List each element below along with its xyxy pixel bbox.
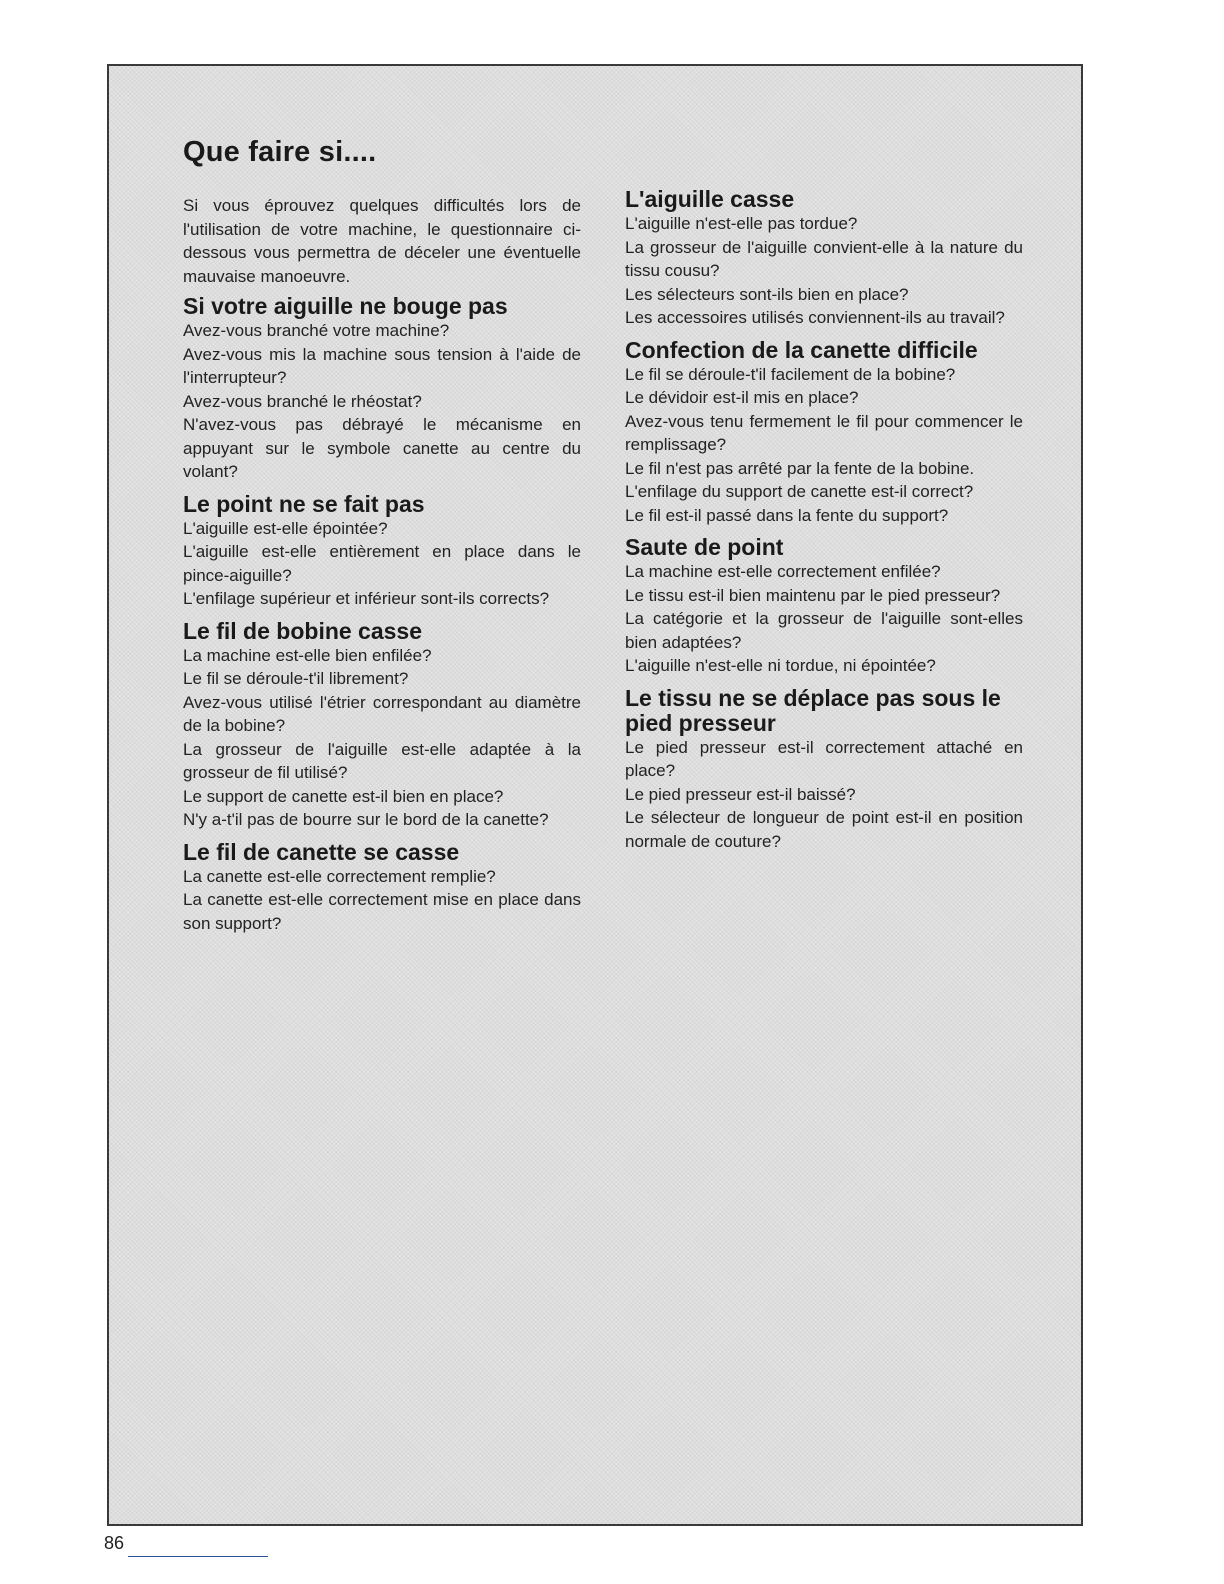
question: Le sélecteur de longueur de point est-il en position normale de couture? <box>625 808 1023 851</box>
right-column <box>625 187 1023 861</box>
section-title: Le point ne se fait pas <box>183 490 425 517</box>
question: L'aiguille est-elle épointée? <box>183 518 388 538</box>
section-aiguille-ne-bouge-pas <box>183 294 581 484</box>
section-tissu-ne-se-deplace-pas <box>625 686 1023 854</box>
question: N'avez-vous pas débrayé le mécanisme en appuyant sur le symbole canette au centre du volant? <box>183 415 581 481</box>
section-title: Confection de la canette difficile <box>625 336 978 363</box>
question: Avez-vous branché votre machine? <box>183 321 450 340</box>
left-column <box>183 194 581 943</box>
page-number: 86 <box>104 1533 125 1553</box>
question: L'aiguille n'est-elle ni tordue, ni épointée? <box>625 656 936 675</box>
question: La catégorie et la grosseur de l'aiguille sont-elles bien adaptées? <box>625 609 1023 652</box>
question: Le support de canette est-il bien en place? <box>183 786 504 806</box>
question: Avez-vous tenu fermement le fil pour commencer le remplissage? <box>625 411 1023 454</box>
question: La canette est-elle correctement remplie? <box>183 866 496 886</box>
question: Avez-vous mis la machine sous tension à l'aide de l'interrupteur? <box>183 344 581 387</box>
section-title: Saute de point <box>625 534 784 560</box>
question: Le pied presseur est-il correctement attaché en place? <box>625 737 1023 780</box>
section-fil-de-canette-se-casse <box>183 840 581 936</box>
question: Les accessoires utilisés conviennent-ils au travail? <box>625 308 1005 327</box>
section-aiguille-casse <box>625 187 1023 330</box>
section-confection-canette-difficile <box>625 338 1023 528</box>
question: Le pied presseur est-il baissé? <box>625 784 856 804</box>
page-title: Que faire si.... <box>183 136 377 168</box>
question: Le dévidoir est-il mis en place? <box>625 388 859 407</box>
question: L'aiguille n'est-elle pas tordue? <box>625 214 858 233</box>
section-title: L'aiguille casse <box>625 186 795 212</box>
question: Le fil se déroule-t'il facilement de la bobine? <box>625 364 956 384</box>
question: Le fil n'est pas arrêté par la fente de la bobine. <box>625 458 975 478</box>
question: Le tissu est-il bien maintenu par le pied presseur? <box>625 585 1001 605</box>
section-title: Le fil de bobine casse <box>183 617 423 644</box>
question: La canette est-elle correctement mise en place dans son support? <box>183 890 581 933</box>
question: Le fil se déroule-t'il librement? <box>183 669 409 688</box>
question: L'enfilage supérieur et inférieur sont-ils corrects? <box>183 589 550 608</box>
question: Les sélecteurs sont-ils bien en place? <box>625 284 909 304</box>
section-title: Si votre aiguille ne bouge pas <box>183 293 508 319</box>
question: La grosseur de l'aiguille convient-elle à la nature du tissu cousu? <box>625 237 1023 280</box>
question: La machine est-elle bien enfilée? <box>183 645 432 665</box>
question: L'aiguille est-elle entièrement en place dans le pince-aiguille? <box>183 542 581 585</box>
section-saute-de-point <box>625 535 1023 678</box>
question: La grosseur de l'aiguille est-elle adaptée à la grosseur de fil utilisé? <box>183 739 581 782</box>
intro-paragraph: Si vous éprouvez quelques difficultés lors de l'utilisation de votre machine, le questionnaire ci-dessous vous permettra de déceler une éventuelle mauvaise manoeuvre. <box>183 196 581 286</box>
question: Avez-vous utilisé l'étrier correspondant au diamètre de la bobine? <box>183 692 581 735</box>
section-point-ne-se-fait-pas <box>183 492 581 611</box>
section-fil-de-bobine-casse <box>183 619 581 832</box>
section-title: Le fil de canette se casse <box>183 838 460 865</box>
question: N'y a-t'il pas de bourre sur le bord de la canette? <box>183 810 549 829</box>
question: Avez-vous branché le rhéostat? <box>183 391 422 411</box>
page-number-rule <box>128 1556 268 1557</box>
question: Le fil est-il passé dans la fente du support? <box>625 505 949 525</box>
troubleshooting-panel <box>107 64 1083 1526</box>
section-title: Le tissu ne se déplace pas sous le pied presseur <box>625 684 1001 736</box>
question: La machine est-elle correctement enfilée? <box>625 562 941 581</box>
question: L'enfilage du support de canette est-il correct? <box>625 482 974 501</box>
